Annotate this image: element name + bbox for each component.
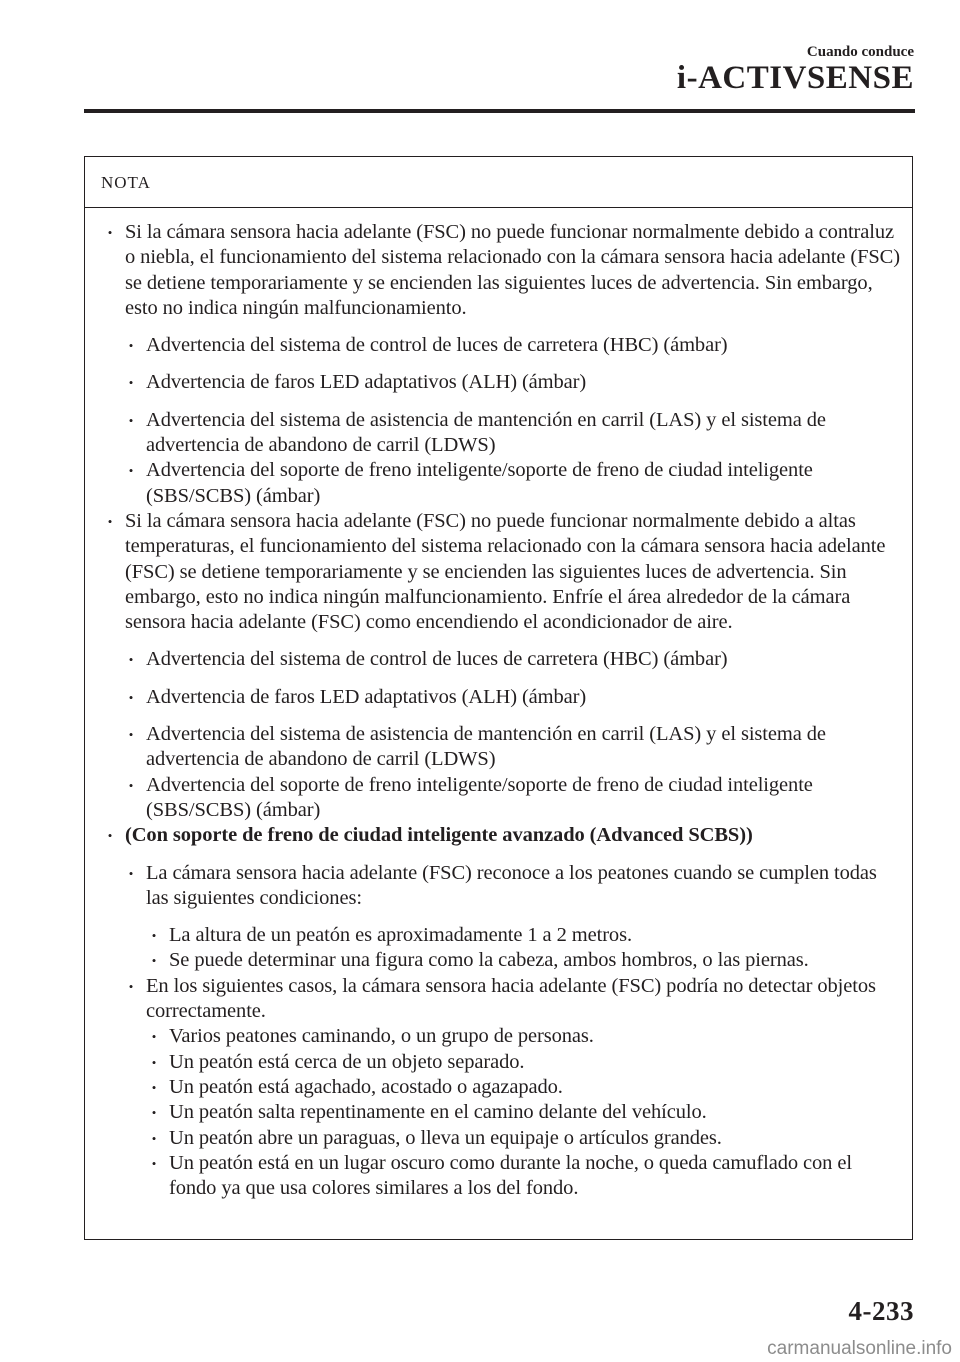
bullet-icon: • xyxy=(107,828,113,844)
list-item-text: Advertencia del soporte de freno inteligente/soporte de freno de ciudad inteligente (SBS/SCBS) (ámbar) xyxy=(146,459,813,507)
list-item xyxy=(103,861,904,912)
header-divider xyxy=(84,109,915,113)
bullet-icon: • xyxy=(128,375,134,391)
paragraph-heading: (Con soporte de freno de ciudad inteligente avanzado (Advanced SCBS)) xyxy=(125,824,753,847)
bullet-icon: • xyxy=(151,1029,157,1045)
sub-list-item-text: Un peatón está agachado, acostado o agazapado. xyxy=(169,1075,563,1098)
bullet-icon: • xyxy=(151,928,157,944)
bullet-icon: • xyxy=(128,652,134,668)
bullet-icon: • xyxy=(107,225,113,240)
note-paragraph xyxy=(103,509,904,635)
list-item-text: Advertencia del sistema de control de luces de carretera (HBC) (ámbar) xyxy=(146,648,728,671)
bullet-icon: • xyxy=(151,1130,157,1146)
note-paragraph xyxy=(103,823,904,848)
sub-list-item xyxy=(103,1100,904,1125)
list-item xyxy=(103,370,904,395)
list-item xyxy=(103,974,904,1025)
list-item xyxy=(103,647,904,672)
list-item-text: Advertencia del sistema de control de luces de carretera (HBC) (ámbar) xyxy=(146,334,728,357)
bullet-icon: • xyxy=(128,689,134,705)
list-item xyxy=(103,333,904,358)
list-item xyxy=(103,685,904,710)
page-number: 4-233 xyxy=(848,1296,914,1326)
sub-list-item xyxy=(103,1126,904,1151)
bullet-icon: • xyxy=(128,865,134,881)
sub-list-item-text: Un peatón está en un lugar oscuro como durante la noche, o queda camuflado con el fondo ya que usa colores similares a los del fondo. xyxy=(169,1151,852,1200)
sub-list-item xyxy=(103,1075,904,1100)
list-item-text: En los siguientes casos, la cámara sensora hacia adelante (FSC) podría no detectar objetos correctamente. xyxy=(146,974,876,1023)
list-item-text: Advertencia de faros LED adaptativos (ALH) (ámbar) xyxy=(146,685,587,708)
list-item xyxy=(103,773,904,824)
list-item-text: Advertencia del sistema de asistencia de mantención en carril (LAS) y el sistema de advertencia de abandono de carril (LDWS) xyxy=(146,408,826,457)
bullet-icon: • xyxy=(128,978,134,994)
paragraph-text: Si la cámara sensora hacia adelante (FSC) no puede funcionar normalmente debido a contraluz o niebla, el funcionamiento del sistema relacionado con la cámara sensora hacia adelante (FSC) se detiene temporariamente y se encienden las siguientes luces de advertencia. Sin embargo, esto no indica ningún malfuncionamiento. xyxy=(125,221,900,319)
chapter-title: i-ACTIVSENSE xyxy=(676,60,914,96)
bullet-icon: • xyxy=(151,1105,157,1121)
bullet-icon: • xyxy=(151,1155,157,1171)
watermark: carmanualsonline.info xyxy=(767,1338,952,1359)
sub-list-item-text: Varios peatones caminando, o un grupo de personas. xyxy=(169,1025,594,1048)
bullet-icon: • xyxy=(128,777,134,793)
sub-list-item-text: Un peatón salta repentinamente en el camino delante del vehículo. xyxy=(169,1101,707,1124)
list-item xyxy=(103,722,904,773)
bullet-icon: • xyxy=(128,727,134,743)
section-title: Cuando conduce xyxy=(806,44,914,60)
list-item-text: Advertencia de faros LED adaptativos (ALH) (ámbar) xyxy=(146,371,587,394)
sub-list-item xyxy=(103,948,904,973)
bullet-icon: • xyxy=(151,1054,157,1070)
note-heading: NOTA xyxy=(85,157,912,208)
note-paragraph xyxy=(103,220,904,321)
bullet-icon: • xyxy=(128,338,134,354)
sub-list-item xyxy=(103,1151,904,1202)
sub-list-item xyxy=(103,1024,904,1049)
paragraph-text: Si la cámara sensora hacia adelante (FSC) no puede funcionar normalmente debido a altas temperaturas, el funcionamiento del sistema relacionado con la cámara sensora hacia adelante (FSC) se detiene temporariamente y se encienden las siguientes luces de advertencia. Sin embargo, esto no indica ningún malfuncionamiento. Enfríe el área alrededor de la cámara sensora hacia adelante (FSC) como encendiendo el acondicionador de aire. xyxy=(125,509,886,634)
note-box xyxy=(84,156,913,1240)
list-item-text: La cámara sensora hacia adelante (FSC) reconoce a los peatones cuando se cumplen todas las siguientes condiciones: xyxy=(146,861,877,909)
sub-list-item-text: Se puede determinar una figura como la cabeza, ambos hombros, o las piernas. xyxy=(169,949,809,972)
sub-list-item-text: La altura de un peatón es aproximadamente 1 a 2 metros. xyxy=(169,924,632,947)
note-body xyxy=(85,208,912,1201)
sub-list-item xyxy=(103,1050,904,1075)
list-item xyxy=(103,408,904,459)
sub-list-item xyxy=(103,923,904,948)
list-item-text: Advertencia del sistema de asistencia de mantención en carril (LAS) y el sistema de advertencia de abandono de carril (LDWS) xyxy=(146,723,826,771)
list-item-text: Advertencia del soporte de freno inteligente/soporte de freno de ciudad inteligente (SBS/SCBS) (ámbar) xyxy=(146,773,813,821)
sub-list-item-text: Un peatón abre un paraguas, o lleva un equipaje o artículos grandes. xyxy=(169,1126,722,1149)
bullet-icon: • xyxy=(151,1079,157,1095)
sub-list-item-text: Un peatón está cerca de un objeto separado. xyxy=(169,1050,525,1073)
bullet-icon: • xyxy=(107,513,113,529)
bullet-icon: • xyxy=(151,953,157,969)
list-item xyxy=(103,458,904,509)
bullet-icon: • xyxy=(128,412,134,428)
bullet-icon: • xyxy=(128,463,134,479)
